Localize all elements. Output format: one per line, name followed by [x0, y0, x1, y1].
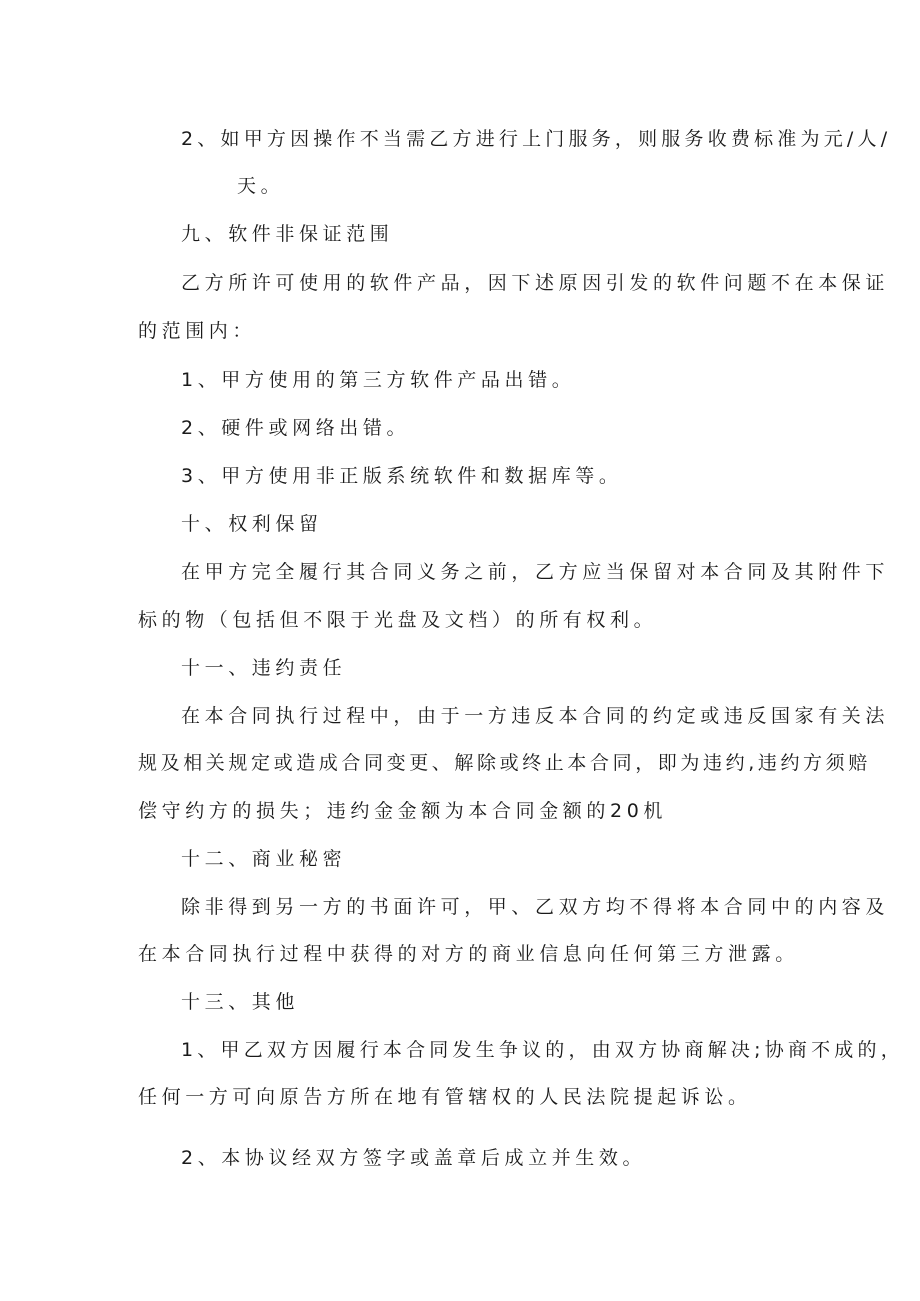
section-9-body-line-1: 乙方所许可使用的软件产品，因下述原因引发的软件问题不在本保证	[181, 272, 890, 294]
section-9-item-1: 1、甲方使用的第三方软件产品出错。	[181, 369, 576, 391]
section-13-heading: 十三、其他	[181, 991, 300, 1013]
section-11-body-line-2: 规及相关规定或造成合同变更、解除或终止本合同，即为违约,违约方须赔	[138, 752, 871, 774]
section-13-item-2: 2、本协议经双方签字或盖章后成立并生效。	[181, 1147, 647, 1169]
clause-8-item-2-line-2: 天。	[237, 175, 285, 197]
section-9-item-3: 3、甲方使用非正版系统软件和数据库等。	[181, 465, 623, 487]
clause-8-item-2-line-1: 2、如甲方因操作不当需乙方进行上门服务，则服务收费标准为元/人/	[181, 128, 892, 150]
section-13-item-1-line-1: 1、甲乙双方因履行本合同发生争议的，由双方协商解决;协商不成的，	[181, 1039, 904, 1061]
section-13-item-1-line-2: 任何一方可向原告方所在地有管辖权的人民法院提起诉讼。	[138, 1086, 752, 1108]
section-10-body-line-2: 标的物（包括但不限于光盘及文档）的所有权利。	[138, 609, 658, 631]
section-11-body-line-3: 偿守约方的损失；违约金金额为本合同金额的20机	[138, 800, 667, 822]
section-12-body-line-1: 除非得到另一方的书面许可，甲、乙双方均不得将本合同中的内容及	[181, 896, 890, 918]
section-9-item-2: 2、硬件或网络出错。	[181, 417, 411, 439]
section-11-heading: 十一、违约责任	[181, 657, 347, 679]
section-9-heading: 九、软件非保证范围	[181, 223, 394, 245]
section-12-body-line-2: 在本合同执行过程中获得的对方的商业信息向任何第三方泄露。	[138, 943, 799, 965]
section-10-body-line-1: 在甲方完全履行其合同义务之前，乙方应当保留对本合同及其附件下	[181, 561, 890, 583]
section-10-heading: 十、权利保留	[181, 513, 323, 535]
section-11-body-line-1: 在本合同执行过程中，由于一方违反本合同的约定或违反国家有关法	[181, 705, 890, 727]
section-9-body-line-2: 的范围内：	[138, 320, 257, 342]
section-12-heading: 十二、商业秘密	[181, 848, 347, 870]
